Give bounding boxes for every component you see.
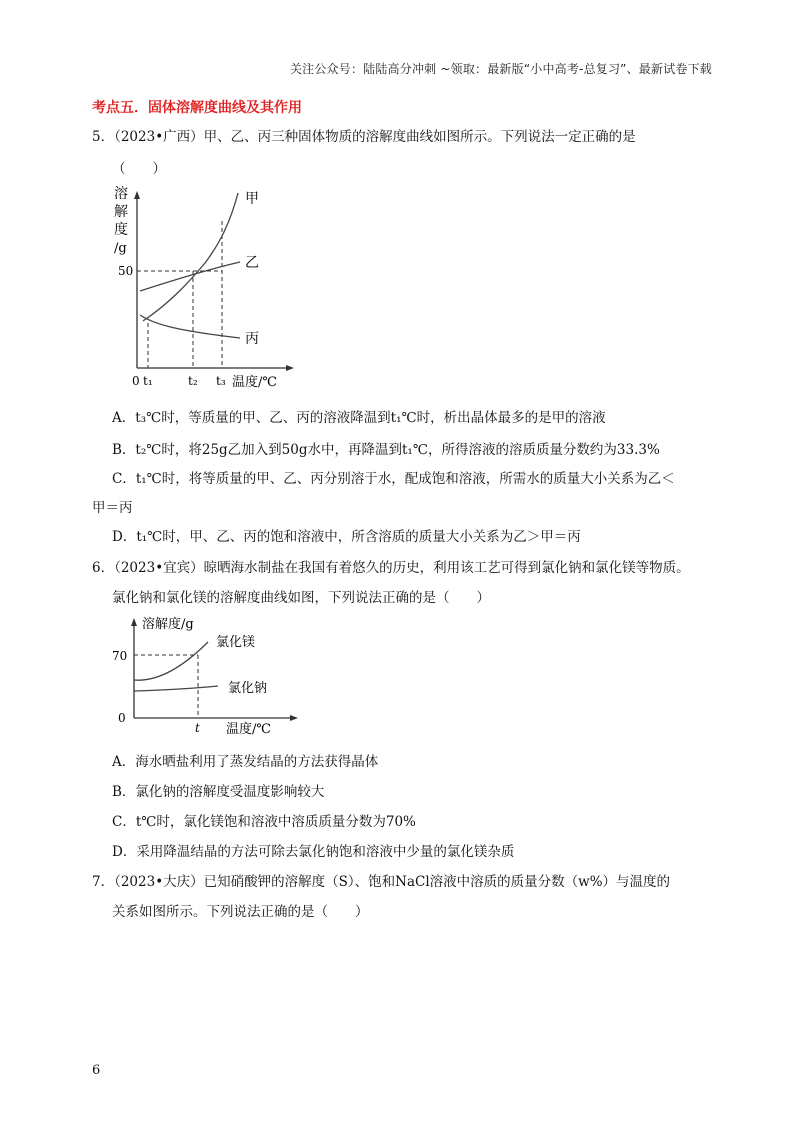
q6-solubility-chart bbox=[108, 612, 318, 740]
q5-label-yi: 乙 bbox=[245, 255, 259, 271]
q5-x-axis-arrow bbox=[286, 365, 294, 371]
q6-option-d: D．采用降温结晶的方法可除去氯化钠饱和溶液中少量的氯化镁杂质 bbox=[112, 844, 515, 860]
q5-tick-t3: t₃ bbox=[216, 374, 226, 388]
q5-y-axis-arrow bbox=[134, 191, 140, 199]
q5-tick-t1: t₁ bbox=[143, 374, 153, 388]
q5-ylabel-3: 度 bbox=[114, 222, 128, 238]
q6-xlabel: 温度/℃ bbox=[226, 722, 271, 737]
q5-option-b: B．t₂℃时，将25g乙加入到50g水中，再降温到t₁℃，所得溶液的溶质质量分数约为33.3% bbox=[112, 442, 660, 458]
q5-curve-yi bbox=[140, 262, 240, 291]
q6-y-axis-arrow bbox=[131, 618, 137, 626]
q5-xlabel: 温度/℃ bbox=[232, 375, 277, 390]
q5-tick-t2: t₂ bbox=[188, 374, 198, 388]
q5-ylabel-unit: /g bbox=[114, 241, 127, 256]
q5-origin: 0 bbox=[132, 374, 140, 388]
q6-x-axis-arrow bbox=[290, 715, 298, 721]
q6-option-c: C．t℃时，氯化镁饱和溶液中溶质质量分数为70% bbox=[112, 814, 416, 830]
section-title: 考点五．固体溶解度曲线及其作用 bbox=[92, 100, 302, 116]
q6-option-a: A．海水晒盐利用了蒸发结晶的方法获得晶体 bbox=[112, 754, 379, 770]
q5-ylabel-2: 解 bbox=[114, 204, 128, 220]
page-header: 关注公众号：陆陆高分冲刺 ~领取：最新版“小中高考-总复习”、最新试卷下载 bbox=[289, 62, 712, 76]
q7-stem-line1: 7．（2023•大庆）已知硝酸钾的溶解度（S）、饱和NaCl溶液中溶质的质量分数（w%）与温度的 bbox=[92, 874, 671, 890]
q6-label-nacl: 氯化钠 bbox=[228, 681, 268, 696]
q5-option-c-cont: 甲＝丙 bbox=[92, 500, 133, 516]
q6-curve-nacl bbox=[134, 686, 218, 691]
q6-ylabel: 溶解度/g bbox=[142, 617, 194, 632]
q5-option-c: C．t₁℃时，将等质量的甲、乙、丙分别溶于水，配成饱和溶液，所需水的质量大小关系为乙＜ bbox=[112, 471, 675, 487]
q5-ylabel-1: 溶 bbox=[114, 186, 128, 202]
q5-label-jia: 甲 bbox=[245, 191, 259, 207]
q6-stem-line2: 氯化钠和氯化镁的溶解度曲线如图，下列说法正确的是（ ） bbox=[112, 590, 490, 606]
q5-label-bing: 丙 bbox=[245, 331, 259, 347]
q6-origin: 0 bbox=[118, 711, 126, 725]
q7-stem-line2: 关系如图所示。下列说法正确的是（ ） bbox=[112, 904, 369, 920]
q6-option-b: B．氯化钠的溶解度受温度影响较大 bbox=[112, 784, 325, 800]
q5-answer-blank: （ ） bbox=[112, 161, 166, 177]
q5-tick-50: 50 bbox=[118, 264, 134, 278]
q6-stem-line1: 6．（2023•宜宾）晾晒海水制盐在我国有着悠久的历史，利用该工艺可得到氯化钠和氯化镁等物质。 bbox=[92, 560, 690, 576]
q6-curve-mgcl2 bbox=[134, 642, 208, 680]
q5-curve-jia bbox=[143, 193, 238, 321]
q5-solubility-chart bbox=[110, 183, 310, 393]
q6-tick-70: 70 bbox=[112, 649, 128, 663]
q5-option-d: D．t₁℃时，甲、乙、丙的饱和溶液中，所含溶质的质量大小关系为乙＞甲＝丙 bbox=[112, 529, 581, 545]
q6-tick-t: t bbox=[195, 721, 200, 735]
q6-label-mgcl2: 氯化镁 bbox=[216, 635, 256, 650]
q5-option-a: A．t₃℃时，等质量的甲、乙、丙的溶液降温到t₁℃时，析出晶体最多的是甲的溶液 bbox=[112, 410, 606, 426]
q5-curve-bing bbox=[140, 315, 240, 338]
page-number: 6 bbox=[92, 1063, 101, 1078]
q5-stem: 5．（2023•广西）甲、乙、丙三种固体物质的溶解度曲线如图所示。下列说法一定正确的是 bbox=[92, 129, 636, 145]
